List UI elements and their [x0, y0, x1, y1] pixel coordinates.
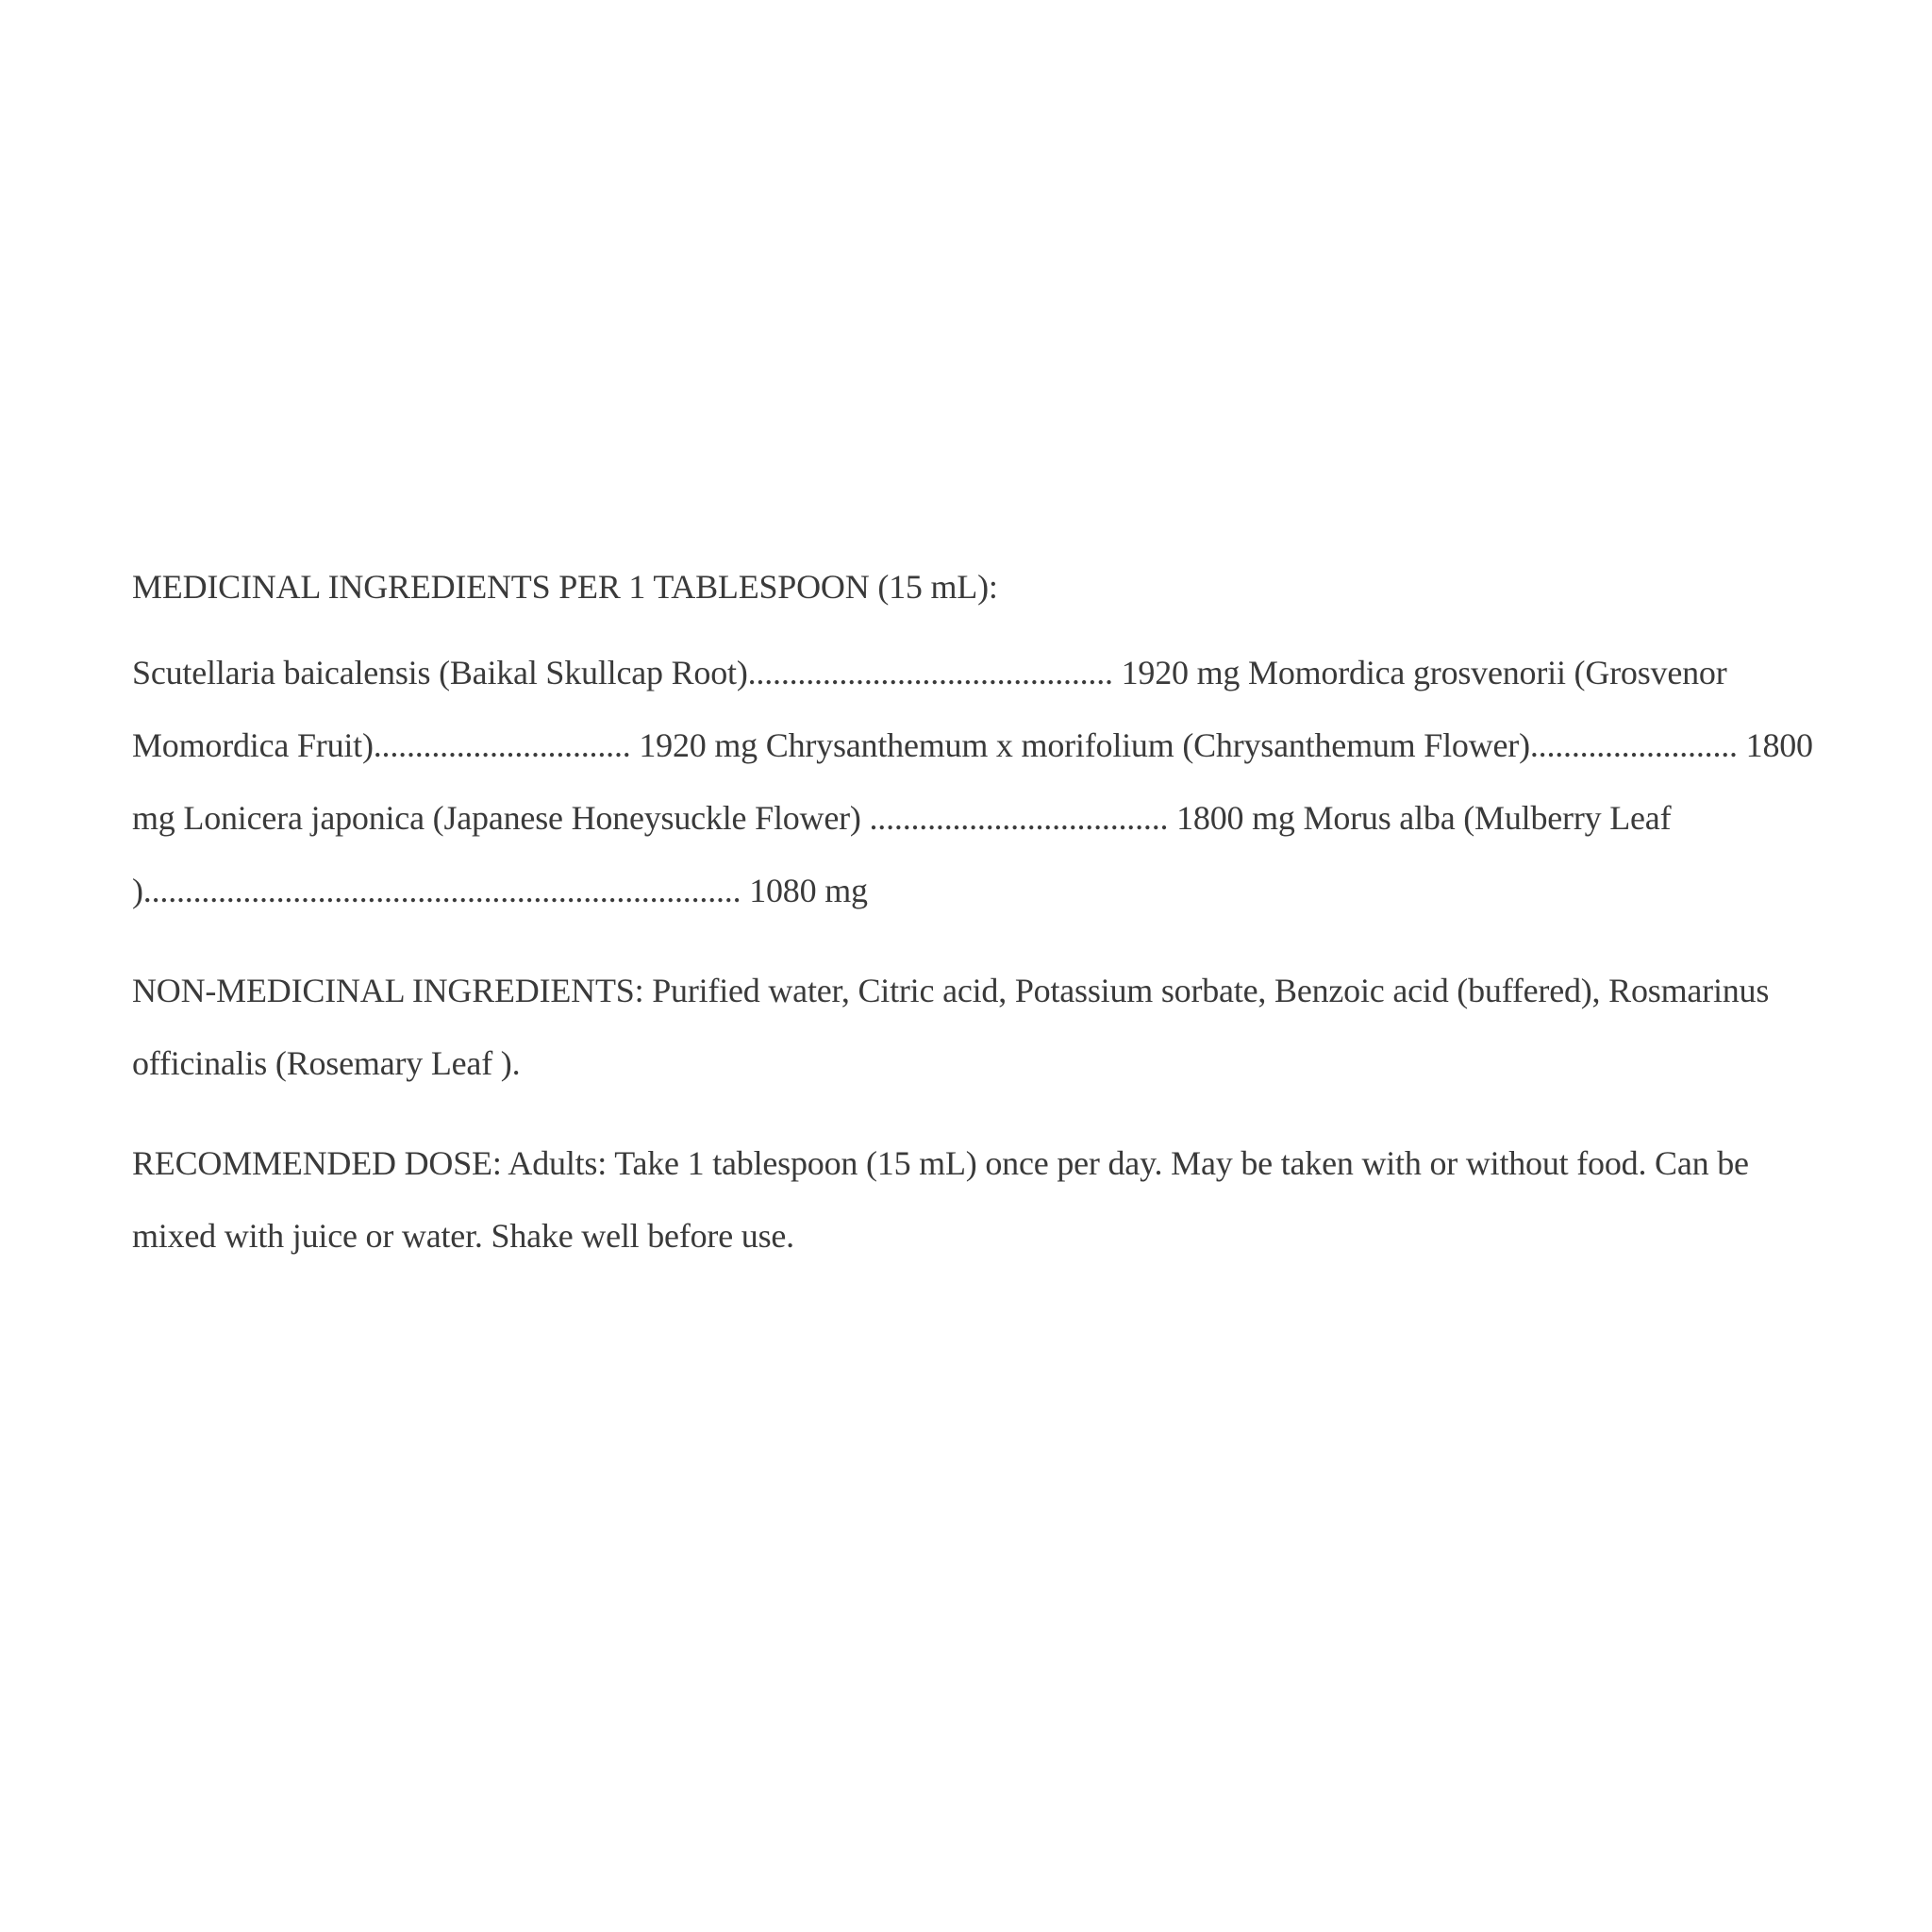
medicinal-ingredients-list: Scutellaria baicalensis (Baikal Skullcap Root)............................................ 1920 mg Momordica grosvenorii (Grosvenor Momordica Fruit)............................... 1920 mg Chrysanthemum x morifolium (Chrysanthemum Flower)......................... 1800 mg Lonicera japonica (Japanese Honeysuckle Flower) .................................... 1800 mg Morus alba (Mulberry Leaf )........................................................................ 1080 mg — [132, 654, 1813, 909]
recommended-dose: RECOMMENDED DOSE: Adults: Take 1 tablespoon (15 mL) once per day. May be taken with or without food. Can be mixed with juice or water. Shake well before use. — [132, 1144, 1749, 1255]
label-document — [132, 564, 1816, 1300]
non-medicinal-ingredients: NON-MEDICINAL INGREDIENTS: Purified water, Citric acid, Potassium sorbate, Benzoic acid (buffered), Rosmarinus officinalis (Rosemary Leaf ). — [132, 972, 1770, 1082]
medicinal-ingredients-heading: MEDICINAL INGREDIENTS PER 1 TABLESPOON (15 mL): — [132, 568, 998, 606]
